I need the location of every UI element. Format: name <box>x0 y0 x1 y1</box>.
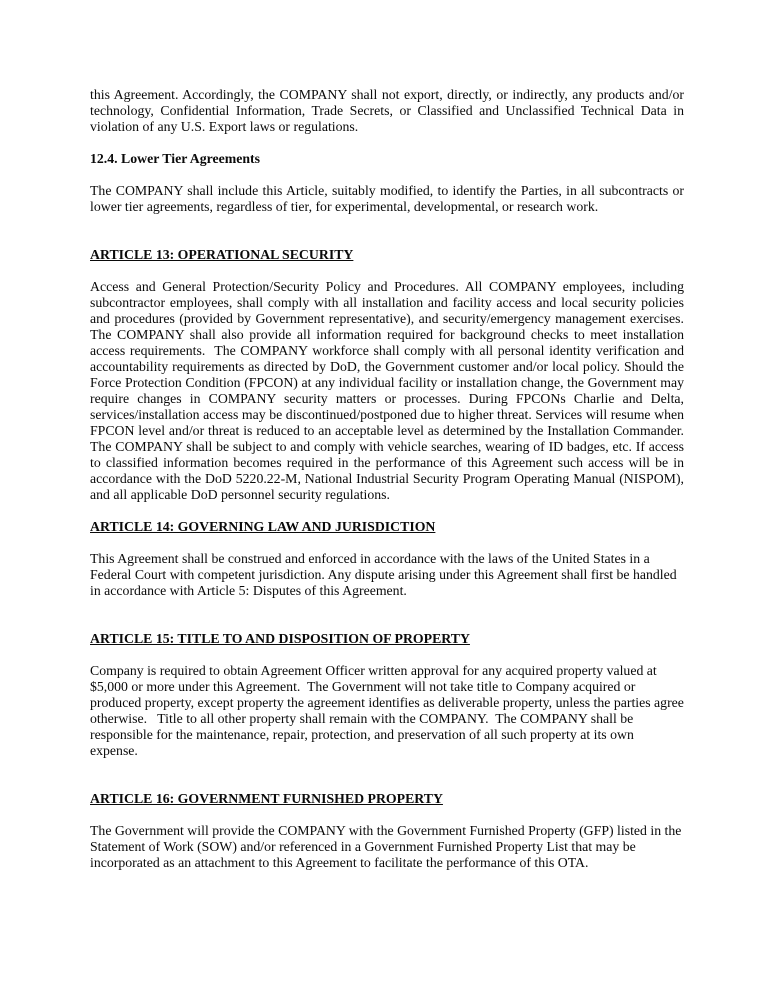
paragraph-article-16: The Government will provide the COMPANY with the Government Furnished Property (GFP) listed in the Statement of Work (SOW) and/or referenced in a Government Furnished Property List that may be incorporated as an attachment to this Agreement to facilitate the performance of this OTA. <box>90 823 685 870</box>
heading-article-14-governing-law-and-jurisdiction: ARTICLE 14: GOVERNING LAW AND JURISDICTION <box>90 519 436 534</box>
heading-article-15-title-to-and-disposition-of-property: ARTICLE 15: TITLE TO AND DISPOSITION OF PROPERTY <box>90 631 470 646</box>
paragraph-article-13: Access and General Protection/Security Policy and Procedures. All COMPANY employees, including subcontractor employees, shall comply with all installation and facility access and local security policies and procedures (provided by Government representative), and security/emergency management exercises. The COMPANY shall also provide all information required for background checks to meet installation access requirements. The COMPANY workforce shall comply with all personal identity verification and accountability requirements as directed by DoD, the Government customer and/or local policy. Should the Force Protection Condition (FPCON) at any individual facility or installation change, the Government may require changes in COMPANY security matters or processes. During FPCONs Charlie and Delta, services/installation access may be discontinued/postponed due to higher threat. Services will resume when FPCON level and/or threat is reduced to an acceptable level as determined by the Installation Commander. The COMPANY shall be subject to and comply with vehicle searches, wearing of ID badges, etc. If access to classified information becomes required in the performance of this Agreement such access will be in accordance with the DoD 5220.22-M, National Industrial Security Program Operating Manual (NISPOM), and all applicable DoD personnel security regulations. <box>90 279 691 502</box>
heading-section-12-4-lower-tier-agreements: 12.4. Lower Tier Agreements <box>90 151 261 166</box>
paragraph-section-12-4: The COMPANY shall include this Article, suitably modified, to identify the Parties, in all subcontracts or lower tier agreements, regardless of tier, for experimental, developmental, or research work. <box>90 183 688 214</box>
heading-article-16-government-furnished-property: ARTICLE 16: GOVERNMENT FURNISHED PROPERTY <box>90 791 443 806</box>
paragraph-article-14: This Agreement shall be construed and enforced in accordance with the laws of the United States in a Federal Court with competent jurisdiction. Any dispute arising under this Agreement shall first be handled in accordance with Article 5: Disputes of this Agreement. <box>90 551 681 598</box>
paragraph-export-compliance: this Agreement. Accordingly, the COMPANY shall not export, directly, or indirectly, any products and/or technology, Confidential Information, Trade Secrets, or Classified and Unclassified Technical Data in violation of any U.S. Export laws or regulations. <box>90 87 688 134</box>
paragraph-article-15: Company is required to obtain Agreement Officer written approval for any acquired property valued at $5,000 or more under this Agreement. The Government will not take title to Company acquired or produced property, except property the agreement identifies as deliverable property, unless the parties agree otherwise. Title to all other property shall remain with the COMPANY. The COMPANY shall be responsible for the maintenance, repair, protection, and preservation of all such property at its own expense. <box>90 663 688 758</box>
heading-article-13-operational-security: ARTICLE 13: OPERATIONAL SECURITY <box>90 247 354 262</box>
